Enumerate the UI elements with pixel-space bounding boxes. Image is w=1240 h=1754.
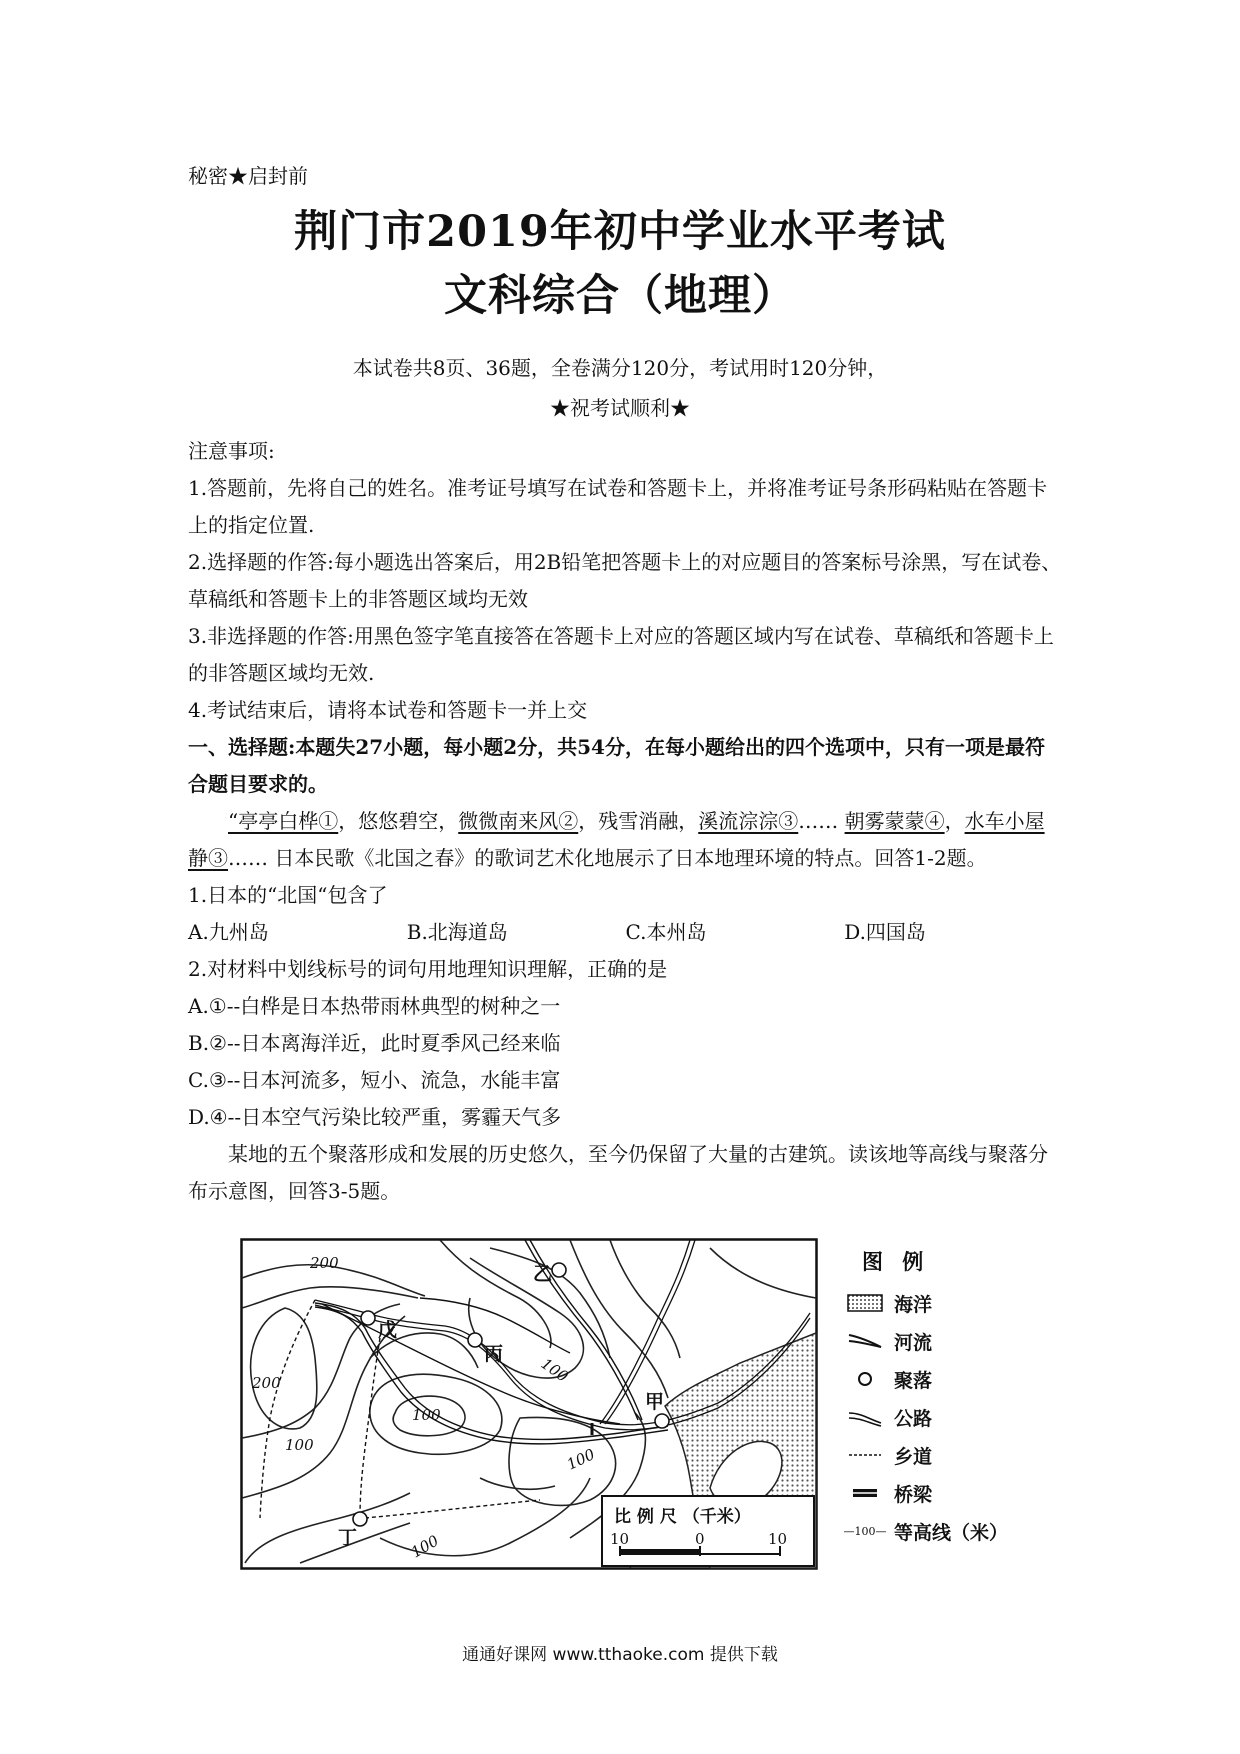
legend-item-river [842,1322,1012,1360]
legend-item-settlement [842,1360,1012,1398]
settlement-wu: 戊 [378,1319,398,1341]
q2-option-a: A.①--白桦是日本热带雨林典型的树种之一 [188,994,561,1018]
legend-item-village-road [842,1436,1012,1474]
settlement-ding: 丁 [338,1527,358,1549]
legend-title: 图 例 [862,1249,930,1274]
lyric-passage [188,803,1063,877]
settlement-jia: 甲 [645,1391,665,1413]
contour-icon-sample: 100 [854,1524,876,1538]
q2-option-b: B.②--日本离海洋近，此时夏季风己经来临 [188,1031,561,1055]
map-legend [842,1246,1012,1550]
contour-label-100c: 100 [412,1406,441,1424]
contour-icon: — 100 — [843,1524,887,1538]
legend-label-contour: 等高线（米） [894,1521,1009,1544]
settlement-yi: 乙 [533,1263,553,1285]
scale-tick-mid: 0 [695,1530,705,1548]
q2-option-c: C.③--日本河流多，短小、流急，水能丰富 [188,1068,561,1092]
page-footer: 通通好课网 www.tthaoke.com 提供下载 [462,1645,778,1665]
exam-wish: ★祝考试顺利★ [550,396,690,420]
confidential-mark: 秘密★启封前 [188,164,308,188]
contour-label-100b: 100 [537,1354,572,1386]
map-intro: 某地的五个聚落形成和发展的历史悠久，至今仍保留了大量的古建筑。读该地等高线与聚落分布示意图，回答3-5题。 [188,1142,1048,1203]
note-3: 3.非选择题的作答:用黑色签字笔直接答在答题卡上对应的答题区域内写在试卷、草稿纸和答题卡上的非答题区域均无效. [188,624,1054,685]
lyric-underline-5: 水车小屋静③ [188,809,1045,870]
exam-title: 荆门市2019年初中学业水平考试 [294,207,946,257]
q1-option-c: C.本州岛 [625,920,707,944]
legend-item-sea [842,1284,1012,1322]
contour-label-200b: 200 [252,1374,281,1392]
highway-icon [842,1407,888,1427]
legend-item-bridge [842,1474,1012,1512]
scale-title: 比 例 尺 （千米） [614,1507,751,1527]
legend-label-highway: 公路 [894,1407,933,1430]
lyric-underline-4: 朝雾蒙蒙④ [844,809,945,833]
exam-body [188,433,1063,1210]
bridge-icon [842,1483,888,1503]
contour-map [240,1238,818,1570]
note-1: 1.答题前，先将自己的姓名。准考证号填写在试卷和答题卡上，并将准考证号条形码粘贴在答题卡上的指定位置. [188,476,1048,537]
legend-label-bridge: 桥梁 [894,1483,933,1506]
scale-tick-right: 10 [768,1530,788,1548]
question-1: 1.日本的“北国“包含了 [188,883,388,907]
q1-option-a: A.九州岛 [188,920,269,944]
settlement-icon [842,1369,888,1389]
lyric-underline-3: 溪流淙淙③ [698,809,799,833]
legend-item-contour [842,1512,1012,1550]
lyric-underline-1: “亭亭白桦① [228,809,339,833]
settlement-bing: 丙 [484,1343,504,1365]
legend-label-settlement: 聚落 [894,1369,933,1392]
question-1-options [188,914,1063,951]
exam-subject: 文科综合（地理） [444,271,796,321]
note-2: 2.选择题的作答:每小题选出答案后，用2B铅笔把答题卡上的对应题目的答案标号涂黑，写在试卷、草稿纸和答题卡上的非答题区域均无效 [188,550,1062,611]
section-heading: 一、选择题:本题失27小题，每小题2分，共54分，在每小题给出的四个选项中，只有一项是最符合题目要求的。 [188,735,1045,796]
lyric-text-3: …… [798,809,845,833]
lyric-text-5: …… 日本民歌《北国之春》的歌词艺术化地展示了日本地理环境的特点。回答1-2题。 [228,846,987,870]
scale-bar [602,1496,814,1566]
notes-heading: 注意事项: [188,439,275,463]
village-road-icon [842,1445,888,1465]
legend-label-village-road: 乡道 [894,1445,933,1468]
river-icon [842,1331,888,1351]
q1-option-d: D.四国岛 [844,920,926,944]
legend-label-sea: 海洋 [894,1293,933,1316]
lyric-text-1: ，悠悠碧空， [338,809,459,833]
q2-option-d: D.④--日本空气污染比较严重，雾霾天气多 [188,1105,562,1129]
question-2: 2.对材料中划线标号的词句用地理知识理解，正确的是 [188,957,668,981]
contour-label-100a: 100 [285,1436,314,1454]
contour-label-100e: 100 [408,1531,442,1562]
note-4: 4.考试结束后，请将本试卷和答题卡一并上交 [188,698,588,722]
contour-label-200a: 200 [310,1254,339,1272]
legend-label-river: 河流 [894,1331,933,1354]
lyric-text-4: ， [944,809,965,833]
lyric-underline-2: 微微南来风② [458,809,579,833]
lyric-text-2: ，残雪消融， [578,809,699,833]
legend-item-highway [842,1398,1012,1436]
exam-info: 本试卷共8页、36题，全卷满分120分，考试用时120分钟， [352,356,888,380]
contour-label-100d: 100 [564,1445,598,1474]
q1-option-b: B.北海道岛 [406,920,508,944]
scale-tick-left: 10 [610,1530,630,1548]
sea-icon [842,1293,888,1313]
